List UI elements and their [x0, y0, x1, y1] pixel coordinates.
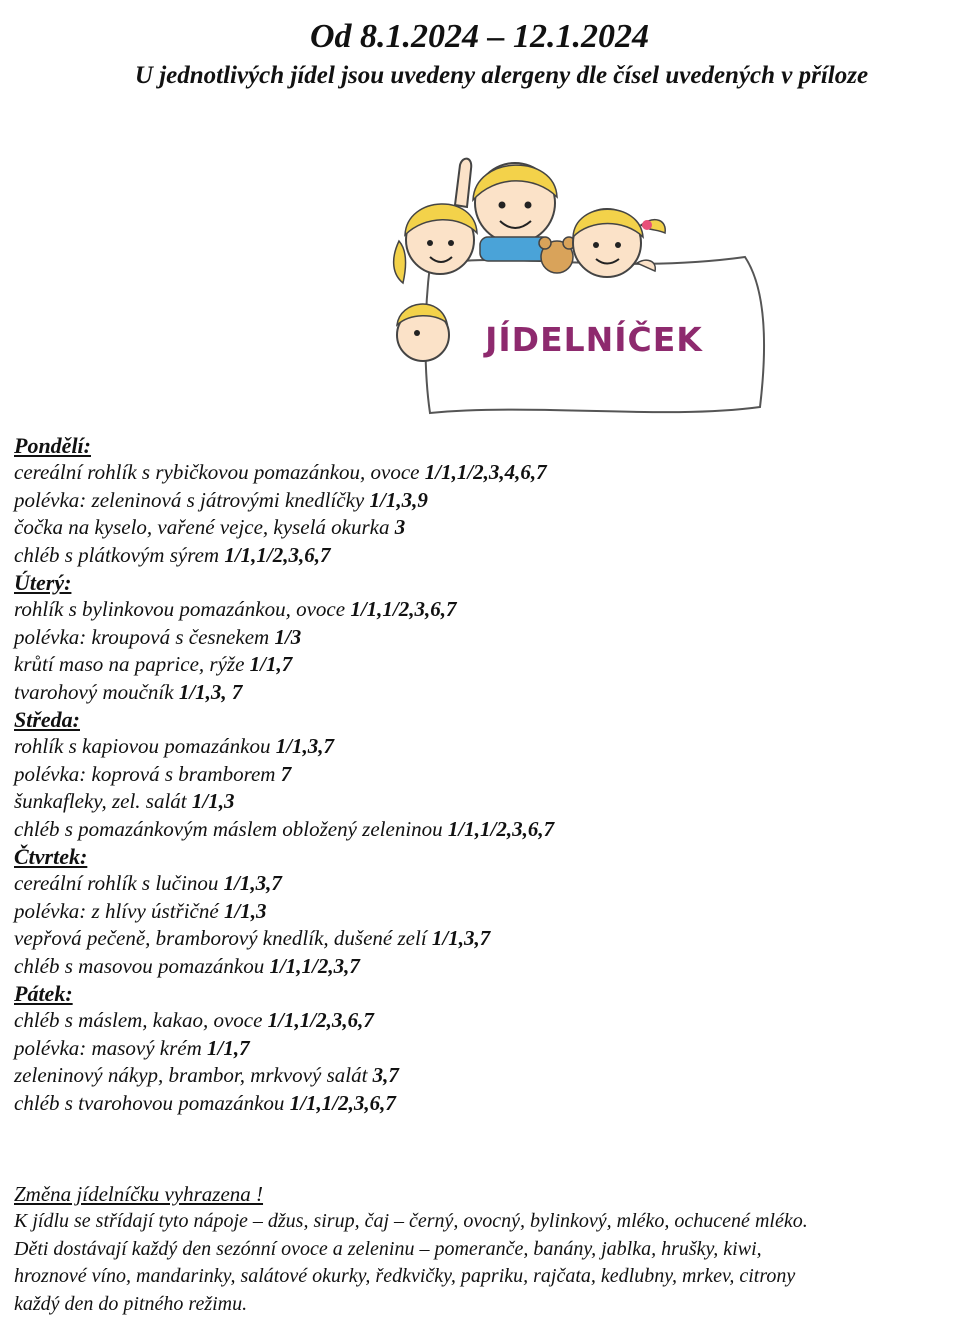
allergen-codes: 1/1,1/2,3,6,7: [289, 1090, 396, 1115]
dish-text: cereální rohlík s rybičkovou pomazánkou, ovoce: [14, 460, 425, 484]
dish-text: vepřová pečeně, bramborový knedlík, dušené zelí: [14, 926, 432, 950]
menu-item: [14, 870, 944, 898]
dish-text: polévka: kroupová s česnekem: [14, 624, 275, 649]
allergen-codes: 1/3: [274, 624, 302, 649]
change-notice: Změna jídelníčku vyhrazena !: [14, 1182, 264, 1206]
dish-text: polévka: masový krém: [14, 1035, 207, 1060]
allergen-codes: 1/1,1/2,3,6,7: [350, 597, 457, 621]
dish-text: čočka na kyselo, vařené vejce, kyselá okurka: [14, 515, 395, 539]
menu-logo-text: JÍDELNÍČEK: [485, 320, 703, 359]
allergen-codes: 3: [394, 515, 406, 539]
day-wednesday: [14, 706, 944, 843]
allergen-codes: 7: [280, 761, 292, 786]
menu-item: [14, 487, 944, 515]
menu-item: [14, 596, 944, 624]
page-title: Od 8.1.2024 – 12.1.2024: [309, 18, 650, 55]
dish-text: cereální rohlík s lučinou: [14, 871, 224, 895]
allergen-codes: 1/1,1/2,3,6,7: [224, 542, 331, 567]
dish-text: krůtí maso na paprice, rýže: [14, 652, 250, 676]
allergen-codes: 1/1,1/2,3,6,7: [447, 816, 555, 841]
dish-text: chléb s tvarohovou pomazánkou: [14, 1090, 290, 1115]
allergen-codes: 1/1,1/2,3,7: [269, 953, 360, 978]
footer-line: K jídlu se střídají tyto nápoje – džus, sirup, čaj – černý, ovocný, bylinkový, mléko, ochucené mléko.: [14, 1210, 808, 1232]
dish-text: polévka: z hlívy ústřičné: [14, 898, 224, 923]
menu-item: [14, 514, 944, 542]
menu-item: [14, 761, 944, 789]
allergen-codes: 1/1,3: [191, 789, 235, 813]
menu-item: [14, 651, 944, 679]
day-tuesday: [14, 569, 944, 706]
menu-item: [14, 953, 944, 981]
day-heading: Pondělí:: [14, 433, 91, 458]
allergen-codes: 1/1,1/2,3,4,6,7: [424, 460, 547, 484]
menu-item: [14, 1062, 944, 1090]
page-subtitle: U jednotlivých jídel jsou uvedeny alergeny dle čísel uvedených v příloze: [134, 62, 869, 89]
dish-text: polévka: zeleninová s játrovými knedlíčky: [14, 487, 370, 512]
footer-line: hroznové víno, mandarinky, salátové okurky, ředkvičky, papriku, rajčata, kedlubny, mrkev, citrony: [14, 1265, 796, 1287]
allergen-codes: 1/1,3,9: [369, 487, 428, 512]
allergen-codes: 3,7: [372, 1063, 399, 1087]
menu-footer: [14, 1181, 944, 1318]
dish-text: polévka: koprová s bramborem: [14, 761, 281, 786]
day-thursday: [14, 843, 944, 980]
menu-item: [14, 624, 944, 652]
allergen-codes: 1/1,7: [207, 1035, 250, 1060]
menu-item: [14, 1007, 944, 1035]
allergen-codes: 1/1,3, 7: [178, 679, 243, 704]
dish-text: chléb s plátkovým sýrem: [14, 542, 225, 567]
day-heading: Pátek:: [14, 981, 73, 1006]
allergen-codes: 1/1,7: [249, 652, 293, 676]
dish-text: chléb s pomazánkovým máslem obložený zeleninou: [14, 816, 448, 841]
day-monday: [14, 432, 944, 569]
menu-item: [14, 733, 944, 761]
menu-item: [14, 459, 944, 487]
dish-text: chléb s máslem, kakao, ovoce: [14, 1008, 268, 1032]
menu-item: [14, 1090, 944, 1118]
dish-text: rohlík s bylinkovou pomazánkou, ovoce: [14, 597, 351, 621]
menu-item: [14, 816, 944, 844]
menu-item: [14, 925, 944, 953]
allergen-codes: 1/1,3: [223, 898, 267, 923]
day-friday: [14, 980, 944, 1117]
menu-item: [14, 898, 944, 926]
weekly-menu: [14, 432, 944, 1117]
menu-item: [14, 1035, 944, 1063]
menu-item: [14, 679, 944, 707]
allergen-codes: 1/1,3,7: [431, 926, 491, 950]
dish-text: šunkafleky, zel. salát: [14, 789, 192, 813]
day-heading: Úterý:: [14, 570, 72, 595]
dish-text: chléb s masovou pomazánkou: [14, 953, 270, 978]
allergen-codes: 1/1,3,7: [275, 734, 335, 758]
allergen-codes: 1/1,1/2,3,6,7: [267, 1008, 374, 1032]
footer-line: Děti dostávají každý den sezónní ovoce a zeleninu – pomeranče, banány, jablka, hrušky, kiwi,: [14, 1237, 762, 1260]
menu-item: [14, 542, 944, 570]
dish-text: zeleninový nákyp, brambor, mrkvový salát: [14, 1063, 373, 1087]
kids-illustration-icon: [385, 145, 775, 420]
allergen-codes: 1/1,3,7: [223, 871, 282, 895]
menu-item: [14, 788, 944, 816]
day-heading: Čtvrtek:: [14, 844, 88, 869]
footer-line: každý den do pitného režimu.: [14, 1292, 248, 1315]
dish-text: tvarohový moučník: [14, 679, 179, 704]
kids-menu-illustration: [385, 145, 775, 420]
dish-text: rohlík s kapiovou pomazánkou: [14, 734, 276, 758]
day-heading: Středa:: [14, 707, 80, 732]
